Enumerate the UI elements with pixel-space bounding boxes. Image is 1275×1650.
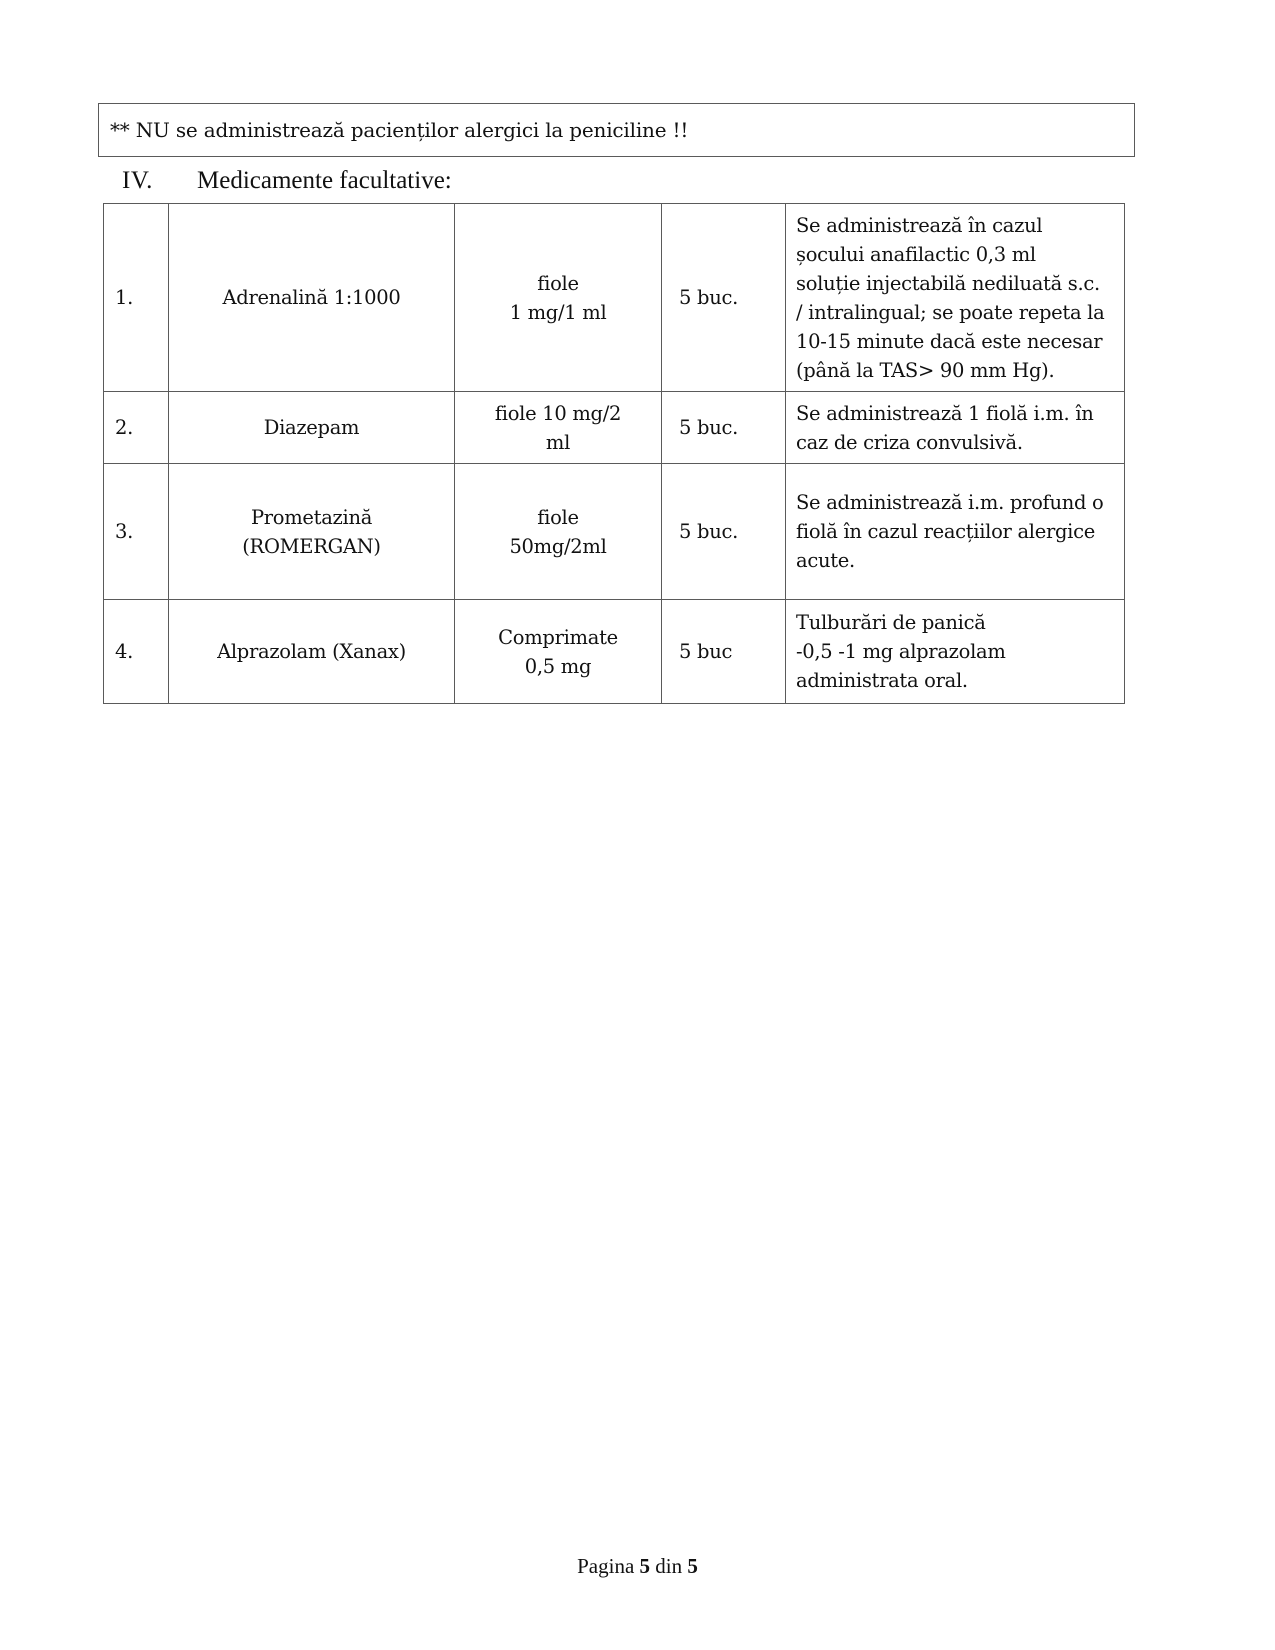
usage-description-line: Tulburări de panică <box>796 611 986 634</box>
medication-form-line: fiole <box>537 271 579 295</box>
medication-name-cell <box>169 204 455 392</box>
usage-description-line: -0,5 -1 mg alprazolam <box>796 640 1006 663</box>
medication-form-cell <box>455 600 662 704</box>
usage-description-line: (până la TAS> 90 mm Hg). <box>796 358 1055 382</box>
usage-description-line: Se administrează în cazul <box>796 213 1043 237</box>
usage-description-line: soluție injectabilă nediluată s.c. <box>796 271 1100 295</box>
section-number: IV. <box>122 167 153 194</box>
medication-form-line: 0,5 mg <box>524 654 592 678</box>
row-number-cell: 3. <box>104 464 169 600</box>
page-footer <box>0 1554 1275 1579</box>
usage-description-cell <box>786 392 1125 464</box>
usage-description-line: fiolă în cazul reacțiilor alergice <box>796 520 1095 543</box>
section-heading <box>122 165 452 197</box>
table-row <box>104 464 1125 600</box>
page-footer-middle: din <box>650 1554 688 1578</box>
optional-medication-table <box>103 203 1125 704</box>
allergy-warning-note <box>98 103 1135 157</box>
medication-name-cell <box>169 392 455 464</box>
usage-description-cell <box>786 600 1125 704</box>
quantity-cell: 5 buc. <box>662 204 786 392</box>
row-number-cell: 4. <box>104 600 169 704</box>
table-row <box>104 204 1125 392</box>
quantity-cell: 5 buc. <box>662 464 786 600</box>
usage-description-line: acute. <box>796 549 855 572</box>
page-current-number: 5 <box>639 1554 651 1578</box>
medication-form-line: Comprimate <box>498 625 618 649</box>
row-number-cell: 2. <box>104 392 169 464</box>
medication-form-line: 1 mg/1 ml <box>509 300 607 324</box>
usage-description-line: caz de criza convulsivă. <box>796 430 1023 454</box>
medication-form-cell <box>455 204 662 392</box>
usage-description-line: Se administrează i.m. profund o <box>796 491 1104 514</box>
medication-name: Prometazină <box>250 505 373 529</box>
medication-name: Adrenalină 1:1000 <box>222 286 401 309</box>
medication-form-cell <box>455 464 662 600</box>
medication-name-cell <box>169 464 455 600</box>
page-total-number: 5 <box>687 1554 698 1578</box>
usage-description-cell <box>786 204 1125 392</box>
quantity-cell: 5 buc <box>662 600 786 704</box>
page-footer-prefix: Pagina <box>577 1554 640 1578</box>
usage-description-line: administrata oral. <box>796 669 968 692</box>
usage-description-line: 10-15 minute dacă este necesar <box>796 329 1103 353</box>
allergy-warning-text: ** NU se administrează pacienților alergici la peniciline !! <box>110 118 689 142</box>
table-row <box>104 600 1125 704</box>
medication-form-line: 50mg/2ml <box>509 534 607 558</box>
quantity-cell: 5 buc. <box>662 392 786 464</box>
section-title: Medicamente facultative: <box>197 167 452 194</box>
usage-description-cell <box>786 464 1125 600</box>
medication-name: Alprazolam (Xanax) <box>217 640 406 663</box>
usage-description-line: / intralingual; se poate repeta la <box>796 300 1105 324</box>
medication-form-line: ml <box>545 430 571 454</box>
table-row <box>104 392 1125 464</box>
usage-description-line: șocului anafilactic 0,3 ml <box>796 242 1036 266</box>
medication-form-line: fiole 10 mg/2 <box>494 401 622 425</box>
medication-form-line: fiole <box>537 505 579 529</box>
medication-form-cell <box>455 392 662 464</box>
usage-description-line: Se administrează 1 fiolă i.m. în <box>796 401 1094 425</box>
medication-name: Diazepam <box>263 416 360 439</box>
medication-brand: (ROMERGAN) <box>242 534 381 558</box>
row-number-cell: 1. <box>104 204 169 392</box>
medication-name-cell <box>169 600 455 704</box>
